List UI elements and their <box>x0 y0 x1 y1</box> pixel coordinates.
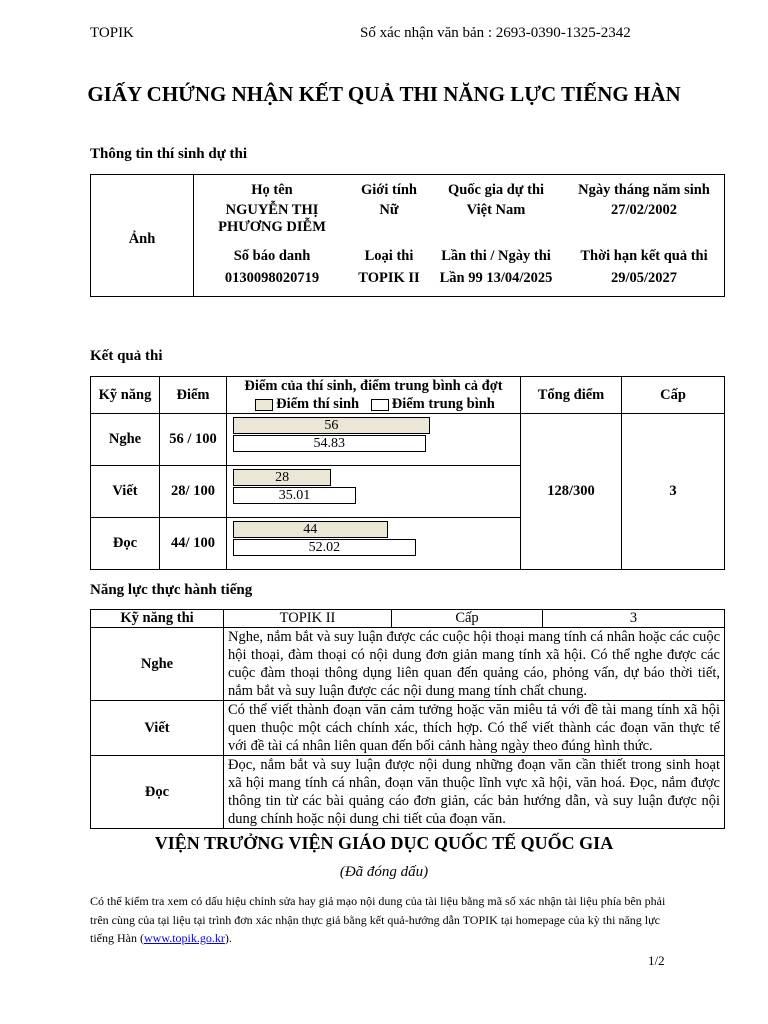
country-value: Việt Nam <box>466 202 526 218</box>
skill-header: Kỹ năng <box>91 377 160 414</box>
exam-type-value: TOPIK II <box>358 270 420 286</box>
issuer-title: VIỆN TRƯỞNG VIỆN GIÁO DỤC QUỐC TẾ QUỐC GIA <box>154 833 614 853</box>
validity-value: 29/05/2027 <box>610 270 678 286</box>
level-value: 3 <box>543 610 725 628</box>
bar-cell <box>227 518 521 570</box>
page-number: 1/2 <box>648 953 665 968</box>
candidate-info-table <box>90 174 725 297</box>
header-left: TOPIK <box>90 25 134 41</box>
gender-label: Giới tính <box>361 182 417 198</box>
topik-website-link[interactable]: www.topik.go.kr <box>143 931 225 945</box>
legend-student-label: Điểm thí sinh <box>276 396 360 412</box>
validity-label: Thời hạn kết quả thi <box>580 248 708 264</box>
bar-group <box>227 414 520 465</box>
level-header: Cấp <box>622 377 725 414</box>
average-bar: 54.83 <box>233 435 426 452</box>
candidate-section-title: Thông tin thí sinh dự thi <box>90 146 247 162</box>
legend-avg-swatch <box>371 399 389 411</box>
bar-cell <box>227 466 521 518</box>
skill-exam-label: Kỹ năng thi <box>91 610 224 628</box>
bar-group <box>227 466 520 517</box>
chart-header <box>227 377 521 414</box>
proficiency-section-title: Năng lực thực hành tiếng <box>90 582 253 598</box>
country-label: Quốc gia dự thi <box>447 182 545 198</box>
chart-legend <box>227 395 520 413</box>
score-cell: 28/ 100 <box>160 466 227 518</box>
chart-header-title: Điểm của thí sinh, điểm trung bình cả đợt <box>244 378 503 394</box>
level-value: 3 <box>622 414 725 570</box>
name-label: Họ tên <box>251 182 293 198</box>
reg-no-value: 0130098020719 <box>224 270 320 286</box>
student-bar: 44 <box>233 521 388 538</box>
exam-name: TOPIK II <box>224 610 392 628</box>
total-score: 128/300 <box>521 414 622 570</box>
gender-value: Nữ <box>379 202 399 218</box>
exam-type-label: Loại thi <box>364 248 414 264</box>
proficiency-description: Có thể viết thành đoạn văn cảm tưởng hoặc văn miêu tả với đề tài mang tính xã hội quen thuộc một cách chính xác, thích hợp. Có thể viết thành các đoạn văn thực tế với đề tài cá nhân liên quan đến bối cảnh hàng ngày theo đúng hình thức. <box>224 701 725 756</box>
proficiency-description: Nghe, nắm bắt và suy luận được các cuộc hội thoại mang tính cá nhân hoặc các cuộc hội thoại, đàm thoại có nội dung đơn giản mang tính xã hội. Có thể nghe được các cuộc đàm thoại thông dụng liên quan đến quảng cáo, phỏng vấn, dự báo thời tiết, nắm bắt và suy luận được các nội dung mang tính chất chung. <box>224 628 725 701</box>
skill-cell: Viết <box>91 466 160 518</box>
verification-note-end: ). <box>224 931 232 945</box>
score-header: Điểm <box>160 377 227 414</box>
student-bar: 28 <box>233 469 331 486</box>
bar-group <box>227 518 520 569</box>
level-label: Cấp <box>392 610 543 628</box>
session-value: Lần 99 13/04/2025 <box>439 270 553 286</box>
document-title: GIẤY CHỨNG NHẬN KẾT QUẢ THI NĂNG LỰC TIẾNG HÀN <box>87 82 681 106</box>
proficiency-skill: Đọc <box>91 756 224 829</box>
skill-cell: Nghe <box>91 414 160 466</box>
proficiency-skill: Nghe <box>91 628 224 701</box>
legend-avg-label: Điểm trung bình <box>391 396 495 412</box>
stamp-note: (Đã đóng dấu) <box>339 864 429 880</box>
results-table <box>90 376 725 570</box>
photo-placeholder: Ảnh <box>91 175 194 297</box>
name-value: NGUYỄN THỊ PHƯƠNG DIỄM <box>218 202 326 235</box>
total-header: Tổng điểm <box>521 377 622 414</box>
document-verification-number: Số xác nhận văn bản : 2693-0390-1325-2342 <box>360 25 631 41</box>
reg-no-label: Số báo danh <box>233 248 311 264</box>
proficiency-skill: Viết <box>91 701 224 756</box>
average-bar: 35.01 <box>233 487 356 504</box>
dob-value: 27/02/2002 <box>610 202 678 218</box>
proficiency-description: Đọc, nắm bắt và suy luận được nội dung những đoạn văn cần thiết trong sinh hoạt xã hội mang tính cá nhân, đoạn văn thuộc lĩnh vực xã hội, văn hoá. Đọc, nắm được thông tin từ các bài quảng cáo đơn giản, các bản hướng dẫn, và suy luận được nội dung chính hoặc nội dung chi tiết của đoạn văn. <box>224 756 725 829</box>
bar-cell <box>227 414 521 466</box>
results-section-title: Kết quả thi <box>90 348 163 364</box>
dob-label: Ngày tháng năm sinh <box>578 182 710 198</box>
score-cell: 44/ 100 <box>160 518 227 570</box>
skill-cell: Đọc <box>91 518 160 570</box>
student-bar: 56 <box>233 417 430 434</box>
verification-note-text: Có thể kiểm tra xem có dấu hiệu chỉnh sửa hay giả mạo nội dung của tài liệu bằng mã số xác nhận tài liệu phía bên phải trên cùng của tại liệu tại trình đơn xác nhận thực giả bằng kết quả-hướng dẫn TOPIK tại homepage của kỳ thi năng lực tiếng Hàn ( <box>90 894 666 945</box>
legend-student-swatch <box>255 399 273 411</box>
proficiency-table <box>90 609 725 829</box>
average-bar: 52.02 <box>233 539 416 556</box>
session-label: Lần thi / Ngày thi <box>441 248 551 264</box>
verification-note <box>90 892 666 948</box>
score-cell: 56 / 100 <box>160 414 227 466</box>
